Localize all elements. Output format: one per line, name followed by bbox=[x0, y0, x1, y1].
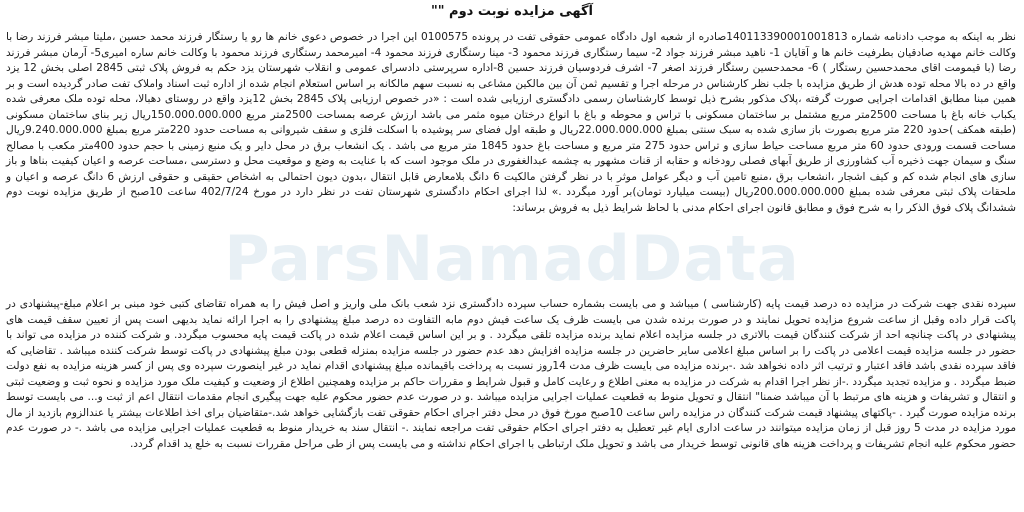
notice-paragraph-main: نظر به اینکه به موجب دادنامه شماره 140113390001001813صادره از شعبه اول دادگاه عمومی حقوقی تفت در پرونده 0100575 این اجرا در خصوص دعوی خانم ها رو یا رستگار فرزند محمد حسین ،ملیتا مبشر فرزند رضا با وکالت خانم مهدیه صادقیان بطرفیت خانم ها و آقایان 1- ناهید مبشر فرزند جواد 2- سیما رستگاری فرزند محمود 3- مینا رستگاری فرزند محمود 4- امیرمحمد رستگاری فرزند محمود با وکالت خانم ساره امیری5- آرمان مبشر فرزند رضا (با قیمومت اقای محمدحسین رستگار ) 6- محمدحسین رستگار فرزند اصغر 7- اشرف فردوسیان فرزند حسین 8-اداره سرپرستی دادسرای عمومی و انقلاب شهرستان یزد حکم به فروش پلاک ثبتی 2845 اصلی بخش 12 یزد واقع در ده بالا محله توده هدش از طریق مزایده با جلب نظر کارشناس در مرحله اجرا و تقسیم ثمن آن بین مالکین مشاعی به نسبت سهم مالکانه بر اساس استعلام انجام شده از اداره ثبت اسناد واملاک تفت صادر گردیده است و بر همین مبنا مطابق اقدامات اجرایی صورت گرفته ،پلاک مذکور بشرح ذیل توسط کارشناسان رسمی دادگستری ارزیابی شده است : «در خصوص ارزیابی پلاک 2845 بخش 12یزد واقع در روستای دهبالا، محله توده ملک معرفی شده یکباب خانه باغ با مساحت 2500متر مربع مشتمل بر ساختمان مسکونی با تراس و محوطه و باغ با انواع درختان میوه مثمر می باشد ارزش عرصه بمساحت 2500متر مربع 150.000.000.000ریال زیر بنای ساختمان مسکونی (طبقه همکف )حدود 220 متر مربع بصورت باز سازی شده به سبک سنتی بمبلغ 22.000.000.000ریال و طبقه اول فضای سر پوشیده با اسکلت فلزی و سقف شیروانی به مساحت حدود 220متر مربع بمبلغ 9.240.000.000ریال مساحت قسمت ورودی حدود 60 متر مربع مساحت حیاط سازی و تراس حدود 275 متر مربع و مساحت باغ حدود 1845 متر مربع می باشد . یک انشعاب برق در محل دایر و یک منبع زمینی با حجم حدود 400متر مکعب با مصالح سنگ و سیمان جهت ذخیره آب کشاورزی از طریق آبهای فصلی رودخانه و حقابه از قنات مشهور به چشمه عبدالغفوری در ملک موجود است که با عنایت به وضع و موقعیت محل و دسترسی ،مساحت عرصه و اعیان کیفیت بناها و باز سازی های انجام شده کم و کیف اشجار ،انشعاب برق ،منبع تامین آب و دیگر عوامل موثر با در نظر گرفتن مالکیت 6 دانگ بلامعارض قابل انتقال ،بدون دیون احتمالی به اشخاص حقیقی و حقوقی ارزش 6 دانگ عرصه و اعیان و ملحقات پلاک ثبتی معرفی شده بمبلغ 200.000.000.000ریال (بیست میلیارد تومان)بر آورد میگردد .» لذا اجرای احکام دادگستری شهرستان تفت در نظر دارد در مورخ 402/7/24 ساعت 10صبح از طریق مزایده نوبت دوم ششدانگ پلاک فوق الذکر را به شرح فوق و مطابق قانون اجرای احکام مدنی با لحاظ شرایط ذیل به فروش برساند: bbox=[6, 31, 1017, 214]
watermark-logo: ParsNamadData bbox=[224, 222, 800, 295]
notice-title: آگهی مزایده نوبت دوم "" bbox=[430, 4, 593, 19]
notice-paragraph-conditions: سپرده نقدی جهت شرکت در مزایده ده درصد قیمت پایه (کارشناسی ) میباشد و می بایست بشماره حساب سپرده دادگستری نزد شعب بانک ملی واریز و اصل فیش را به همراه تقاضای کتبی خود مبنی بر اعلام مبلغ-پیشنهادی در پاکت قرار داده وقبل از ساعت شروع مزایده تحویل نمایند و در صورت برنده شدن می بایست ظرف یک ساعت فیش دوم مابه التفاوت ده درصد مبلغ پیشنهادی را به اجرا ارائه نماید بدیهی است پس از تعیین سقف قیمت های پیشنهادی در پاکت چنانچه احد از شرکت کنندگان قیمت بالاتری در جلسه مزایده اعلام نماید برنده مزایده تلقی میگردد . و بر این اساس قیمت اعلام شده در پاکت قیمت پایه محسوب میگردد. و شرکت کننده در مزایده می تواند با حضور در جلسه مزایده قیمت اعلامی در پاکت را بر اساس مبلغ اعلامی سایر حاضرین در جلسه مزایده افزایش دهد عدم حضور در جلسه مزایده بمنزله قطعی بودن مبلغ پیشنهادی در پاکت توسط شرکت کننده میباشد . تقاضایی که فاقد سپرده نقدی باشد فاقد اعتبار و ترتیب اثر داده نخواهد شد .-برنده مزایده می بایست ظرف مدت 14روز نسبت به پرداخت باقیمانده مبلغ پیشنهادی اقدام نماید در غیر اینصورت سپرده وی پس از کسر هزینه مزایده به نفع دولت ضبط میگردد . و مزایده تجدید میگردد .-از نظر اجرا اقدام به شرکت در مزایده به معنی اطلاع و رعایت کامل و قبول شرایط و مقررات حاکم بر مزایده وهمچنین اطلاع از وضعیت و کیفیت ملک مورد مزایده و نحوه ثبت و وضعیت ثبتی و انتقال و تشریفات و هزینه های مرتبط با آن میباشد ضمنا" انتقال و تحویل منوط به قطعیت عملیات اجرایی مزایده میباشد .و در صورت عدم حضور محکوم علیه جهت پیگیری انجام مقدمات انتقال اعم از ثبت و... می بایست توسط برنده مزایده صورت گیرد . -پاکتهای پیشنهاد قیمت شرکت کنندگان در مزایده راس ساعت 10صبح مورخ فوق در محل دفتر اجرای احکام حقوقی تفت بازگشایی خواهد شد.-متقاضیان برای اخذ اطلاعات بیشتر یا عندالزوم بازدید از مال مورد مزایده در مدت 5 روز قبل از زمان مزایده میتوانند در ساعت اداری ایام غیر تعطیل به دفتر اجرای احکام حقوقی تفت مراجعه نمایند .- انتقال سند به خریدار منوط به قطعیت عملیات اجرایی مزایده می باشد .- در صورت عدم حضور محکوم علیه انجام تشریفات و پرداخت هزینه های قانونی توسط خریدار می باشد و تحویل ملک ارتباطی با اجرای احکام نداشته و می بایست پس از طی مراحل مقررات نسبت به خلع ید اقدام گردد. bbox=[6, 298, 1016, 450]
